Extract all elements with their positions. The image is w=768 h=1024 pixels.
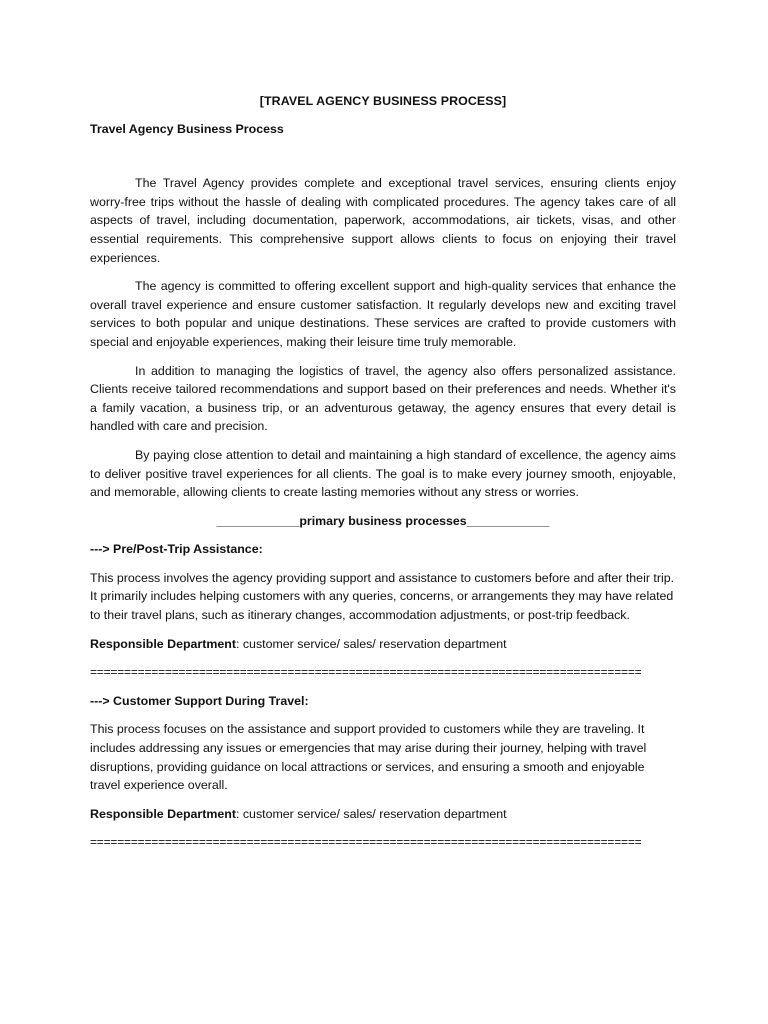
intro-paragraph-2: The agency is committed to offering excellent support and high-quality services that enhance the overall travel experience and ensure customer satisfaction. It regularly develops new and exciting travel services to both popular and unique destinations. These services are crafted to provide customers with special and enjoyable experiences, making their leisure time truly memorable.: [90, 279, 676, 349]
process-title: ---> Pre/Post-Trip Assistance:: [90, 542, 263, 557]
responsible-department: [90, 635, 676, 654]
process-description: This process focuses on the assistance and support provided to customers while they are traveling. It includes addressing any issues or emergencies that may arise during their journey, helping with travel disruptions, providing guidance on local attractions or services, and ensuring a smooth and enjoyable travel experience overall.: [90, 722, 647, 793]
document-subtitle: Travel Agency Business Process: [90, 121, 284, 136]
responsible-department-label: Responsible Department: [90, 806, 236, 821]
intro-paragraph-4: By paying close attention to detail and maintaining a high standard of excellence, the agency aims to deliver positive travel experiences for all clients. The goal is to make every journey smooth, enjoyable, and memorable, allowing clients to create lasting memories without any stress or worries.: [90, 447, 676, 500]
process-pre-post-trip: [90, 540, 676, 682]
process-title: ---> Customer Support During Travel:: [90, 693, 309, 708]
divider-line: =================================================================================: [90, 665, 642, 680]
intro-paragraph-1: The Travel Agency provides complete and exceptional travel services, ensuring clients enjoy worry-free trips without the hassle of dealing with complicated procedures. The agency takes care of all aspects of travel, including documentation, paperwork, accommodations, air tickets, visas, and other essential requirements. This comprehensive support allows clients to focus on enjoying their travel experiences.: [90, 176, 676, 265]
divider-line: =================================================================================: [90, 835, 642, 850]
process-description: This process involves the agency providing support and assistance to customers before and after their trip. It primarily includes helping customers with any queries, concerns, or arrangements they may have related to their travel plans, such as itinerary changes, accommodation adjustments, or post-trip feedback.: [90, 570, 675, 623]
responsible-department-value: : customer service/ sales/ reservation department: [235, 806, 507, 821]
section-heading: ____________primary business processes____________: [216, 513, 550, 528]
document-title: [TRAVEL AGENCY BUSINESS PROCESS]: [259, 94, 507, 108]
intro-paragraph-3: In addition to managing the logistics of travel, the agency also offers personalized assistance. Clients receive tailored recommendations and support based on their preferences and needs. Whether it's a family vacation, a business trip, or an adventurous getaway, the agency ensures that every detail is handled with care and precision.: [90, 363, 676, 434]
process-support-during-travel: [90, 692, 676, 852]
responsible-department-label: Responsible Department: [90, 636, 236, 651]
responsible-department: [90, 805, 676, 824]
responsible-department-value: : customer service/ sales/ reservation department: [235, 636, 507, 651]
document-page: [90, 92, 676, 862]
